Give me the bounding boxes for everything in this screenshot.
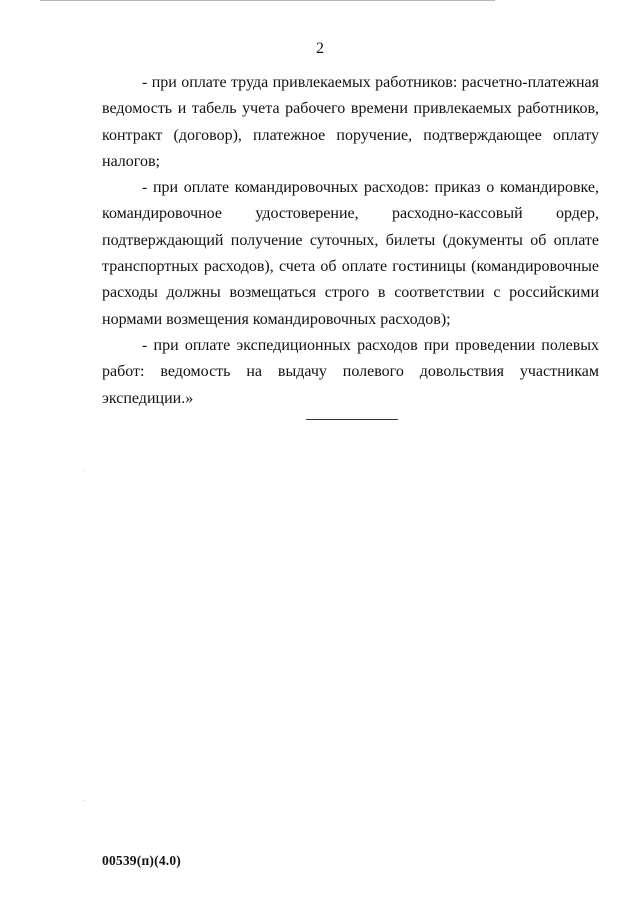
scan-speck (83, 470, 84, 471)
end-separator-line (306, 419, 398, 420)
paragraph-labor-payment: - при оплате труда привлекаемых работников: расчетно-платежная ведомость и табель учета рабочего времени привлекаемых работников, контракт (договор), платежное поручение, подтверждающее оплату налогов; (102, 74, 599, 170)
paragraph-travel-expenses: - при оплате командировочных расходов: приказ о командировке, командировочное удостоверение, расходно-кассовый ордер, подтверждающий получение суточных, билеты (документы об оплате транспортных расходов), счета об оплате гостиницы (командировочные расходы должны возмещаться строго в соответствии с российскими нормами возмещения командировочных расходов); (102, 179, 599, 328)
scan-edge-line (40, 0, 495, 1)
page-number: 2 (316, 40, 324, 57)
paragraph-expedition-expenses: - при оплате экспедиционных расходов при проведении полевых работ: ведомость на выдачу полевого довольствия участникам экспедиции.» (102, 336, 599, 407)
scan-speck (83, 800, 84, 801)
document-code: 00539(п)(4.0) (102, 853, 181, 868)
document-body (102, 70, 599, 412)
